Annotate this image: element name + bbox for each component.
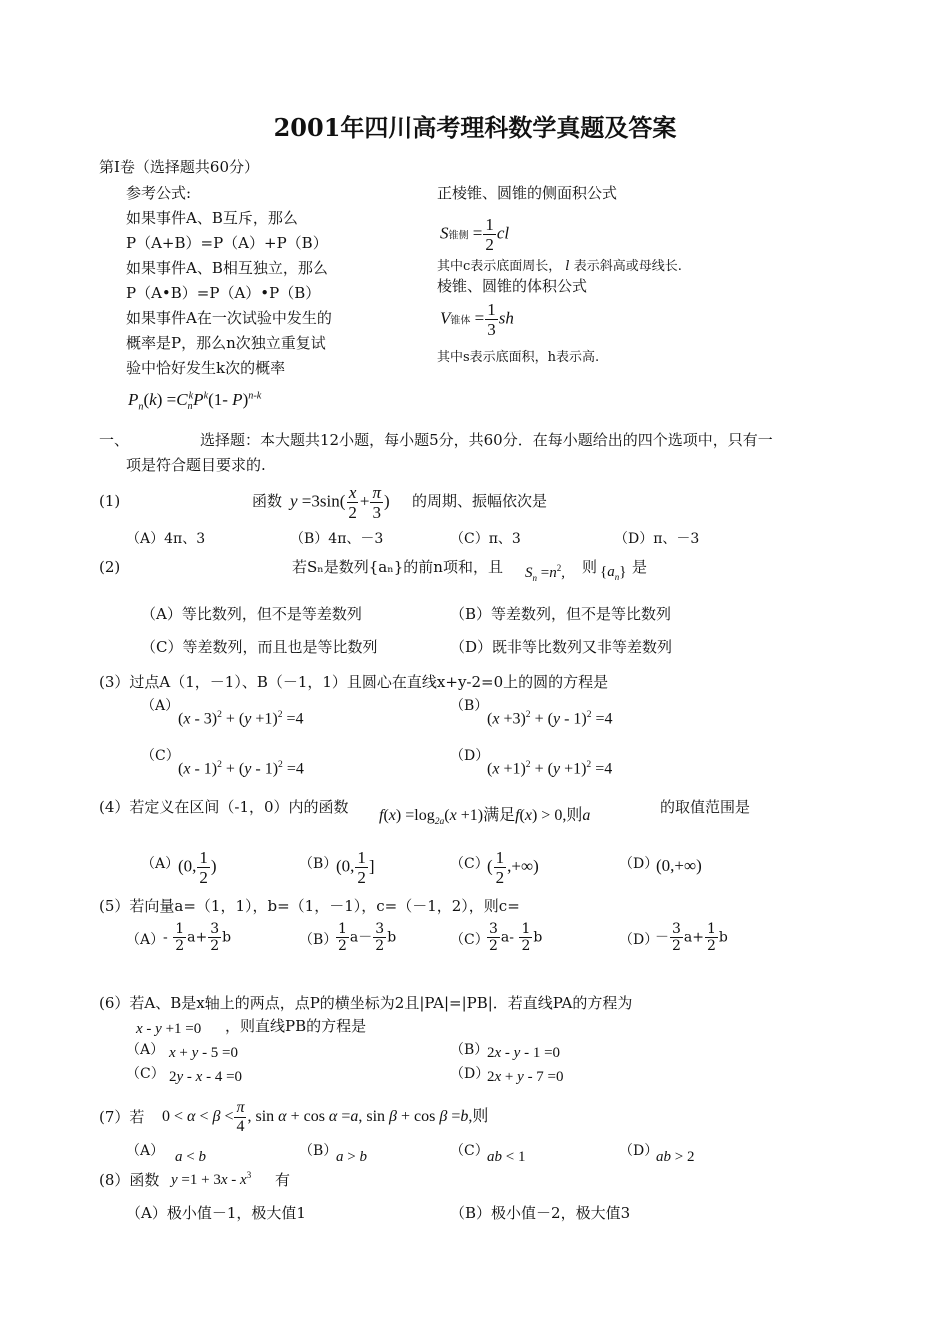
q3-label-b: （B） — [450, 698, 489, 714]
part-heading: 第Ⅰ卷（选择题共60分） — [99, 158, 260, 176]
q7-lead: (7）若 — [99, 1108, 145, 1126]
q6-option-c: 2y - x - 4 =0 — [169, 1069, 243, 1085]
q6-stem-line1: (6）若A、B是x轴上的两点，点P的横坐标为2且|PA|=|PB|．若直线PA的方程为 — [99, 994, 633, 1012]
formula-line-2: P（A+B）=P（A）+P（B） — [126, 234, 328, 252]
q7-label-d: （D） — [619, 1143, 659, 1159]
q5-option-d: － $\frac{3}{2}$ a+ $\frac{1}{2}$ b — [655, 921, 728, 954]
reference-formulas-title: 参考公式: — [126, 184, 192, 202]
q4-option-c: ( $\frac{1}{2}$ ,+∞) — [487, 848, 539, 887]
volume-title: 棱锥、圆锥的体积公式 — [437, 277, 588, 295]
q7-option-c: ab < 1 — [487, 1149, 526, 1165]
q1-number: (1) — [99, 492, 121, 510]
q1-function: y =3sin( $\frac{x}{2}$ + $\frac{\pi}{3}$ ) — [290, 483, 390, 522]
q2-option-b: （B）等差数列，但不是等比数列 — [450, 605, 672, 623]
q5-label-d: （D） — [619, 932, 659, 948]
q6-line-pa: x - y +1 =0 — [136, 1021, 202, 1037]
volume-note: 其中s表示底面积，h表示高. — [437, 350, 600, 365]
q4-label-b: （B） — [299, 856, 338, 872]
q4-label-d: （D） — [619, 856, 659, 872]
q2-option-c: （C）等差数列，而且也是等比数列 — [141, 638, 378, 656]
lateral-area-title: 正棱锥、圆锥的侧面积公式 — [437, 184, 618, 202]
q2-tail: 是 — [632, 558, 648, 576]
q3-option-a: $(x - 3)^2 + (y +1)^2 =4$ — [178, 709, 304, 728]
q3-label-c: （C） — [141, 748, 180, 764]
q6-option-b: 2x - y - 1 =0 — [487, 1045, 561, 1061]
q4-function: $f(x) =\log_{2a}(x +1)$满足f(x) > 0,则a — [379, 807, 591, 828]
q1-option-b: （B）4π、－3 — [290, 531, 384, 547]
volume-formula: V锥体 = $\frac{1}{3}$ sh — [440, 300, 514, 339]
q3-label-a: （A） — [141, 698, 180, 714]
q4-tail: 的取值范围是 — [660, 798, 751, 816]
page-title: 2001年四川高考理科数学真题及答案 — [273, 113, 677, 142]
q5-option-c: $\frac{3}{2}$ a- $\frac{1}{2}$ b — [489, 921, 543, 954]
q4-label-c: （C） — [450, 856, 489, 872]
q5-label-a: （A） — [126, 932, 165, 948]
q1-lead: 函数 — [252, 492, 283, 510]
q6-label-a: （A） — [126, 1042, 165, 1058]
q3-option-c: (x - 1)$^2$ + (y - 1)$^2$ =4 — [178, 759, 304, 778]
q7-label-a: （A） — [126, 1143, 165, 1159]
q4-lead: (4）若定义在区间（-1，0）内的函数 — [99, 798, 349, 816]
q8-option-b: （B）极小值－2，极大值3 — [450, 1204, 631, 1222]
formula-line-5: 如果事件A在一次试验中发生的 — [126, 309, 332, 327]
q2-then: 则 — [582, 558, 598, 576]
q5-label-c: （C） — [450, 932, 489, 948]
q2-sequence: $\{a_n\}$ — [600, 564, 627, 582]
q2-lead: 若Sₙ是数列{aₙ}的前n项和，且 — [292, 558, 503, 576]
q2-number: (2) — [99, 558, 121, 576]
section-instructions-line1: 选择题：本大题共12小题，每小题5分，共60分．在每小题给出的四个选项中，只有一 — [200, 431, 773, 449]
s-subscript: 锥侧 — [448, 230, 469, 242]
q7-condition: 0 < α < β < $\frac{\pi}{4}$ , sin α + cos α =a, sin β + cos β =b,则 — [162, 1099, 489, 1135]
q1-option-d: （D）π、－3 — [614, 531, 700, 547]
q5-stem: (5）若向量a=（1，1），b=（1，－1），c=（－1，2），则c= — [99, 897, 520, 915]
q1-tail: 的周期、振幅依次是 — [412, 492, 548, 510]
q7-label-b: （B） — [299, 1143, 338, 1159]
q3-option-b: $(x +3)^2 + (y - 1)^2 =4$ — [487, 709, 613, 728]
formula-line-3: 如果事件A、B相互独立，那么 — [126, 259, 328, 277]
lateral-area-note: 其中c表示底面周长， l 表示斜高或母线长. — [437, 259, 682, 274]
v-subscript: 锥体 — [450, 315, 471, 327]
q8-function: $y =1 + 3x - x^3$ — [171, 1170, 252, 1188]
q5-option-a: - $\frac{1}{2}$ a+ $\frac{3}{2}$ b — [163, 921, 232, 954]
q3-label-d: （D） — [450, 748, 490, 764]
q6-option-d: 2x + y - 7 =0 — [487, 1069, 564, 1085]
q4-option-a: (0, $\frac{1}{2}$ ) — [178, 848, 217, 887]
formula-line-7: 验中恰好发生k次的概率 — [126, 359, 286, 377]
q5-option-b: $\frac{1}{2}$ a－ $\frac{3}{2}$ b — [338, 921, 397, 954]
q4-option-b: (0, $\frac{1}{2}$ ] — [336, 848, 375, 887]
q3-option-d: $(x +1)^2 + (y +1)^2 =4$ — [487, 759, 613, 778]
section-instructions-line2: 项是符合题目要求的. — [126, 456, 266, 474]
q2-condition: $S_n =n^2$, — [525, 563, 565, 583]
binomial-probability-formula: $P_n(k) =C_n^kP^k(1-$ P)$^{n-k}$ — [128, 390, 262, 413]
q2-option-d: （D）既非等比数列又非等差数列 — [450, 638, 673, 656]
section-number: 一、 — [99, 431, 130, 449]
q6-label-c: （C） — [126, 1066, 165, 1082]
q1-option-c: （C）π、3 — [450, 531, 521, 547]
q4-label-a: （A） — [141, 856, 180, 872]
q7-option-d: ab > 2 — [656, 1149, 695, 1165]
q6-stem-line2: ，则直线PB的方程是 — [225, 1017, 367, 1035]
q7-option-b: a > b — [336, 1149, 367, 1165]
q8-option-a: （A）极小值－1，极大值1 — [126, 1204, 306, 1222]
formula-line-6: 概率是P，那么n次独立重复试 — [126, 334, 326, 352]
q7-label-c: （C） — [450, 1143, 489, 1159]
formula-line-1: 如果事件A、B互斥，那么 — [126, 209, 298, 227]
q4-option-d: (0,+∞) — [656, 856, 702, 875]
q6-label-d: （D） — [450, 1066, 490, 1082]
q8-tail: 有 — [275, 1171, 291, 1189]
q8-lead: (8）函数 — [99, 1171, 160, 1189]
q6-label-b: （B） — [450, 1042, 489, 1058]
q3-stem: (3）过点A（1，－1）、B（－1，1）且圆心在直线x+y-2=0上的圆的方程是 — [99, 673, 609, 691]
lateral-area-formula: S锥侧 = $\frac{1}{2}$ cl — [440, 215, 510, 254]
q1-option-a: （A）4π、3 — [126, 531, 206, 547]
q5-label-b: （B） — [299, 932, 338, 948]
q7-option-a: a < b — [175, 1149, 206, 1165]
q6-option-a: x + y - 5 =0 — [169, 1045, 239, 1061]
formula-line-4: P（A•B）=P（A）•P（B） — [126, 284, 321, 302]
q2-option-a: （A）等比数列，但不是等差数列 — [141, 605, 362, 623]
